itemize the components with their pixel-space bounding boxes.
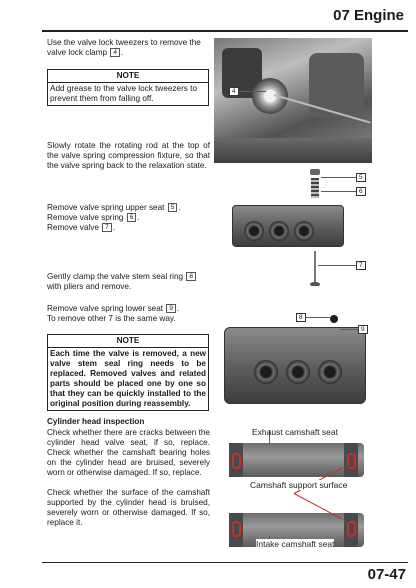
figure-valve-parts: [214, 165, 372, 293]
valve-stem: [314, 251, 316, 283]
valve-port: [286, 360, 310, 384]
step-line: Remove valve spring: [47, 213, 124, 222]
part-ref-8: 8: [186, 272, 196, 281]
part-ref-7: 7: [102, 223, 112, 232]
callout-8: 8: [296, 313, 306, 322]
figure-valve-lock: [214, 38, 372, 163]
leader-line: [321, 177, 356, 178]
seal-ring: [330, 315, 338, 323]
step-seal-ring: [47, 272, 210, 292]
section-heading: Cylinder head inspection: [47, 417, 145, 426]
step-line: Remove valve spring upper seat: [47, 203, 165, 212]
page-number: 07-47: [367, 566, 406, 583]
spring-upper-seat: [310, 169, 320, 175]
step-line: To remove other 7 is the same way.: [47, 314, 176, 323]
note-heading: NOTE: [48, 335, 208, 348]
casting-edge: [214, 138, 372, 163]
support-surface-marker: [232, 521, 241, 537]
support-surface-marker: [347, 453, 356, 469]
note-box-grease: [47, 69, 209, 106]
note-text: Each time the valve is removed, a new valve stem seal ring needs to be replaced. Removed valves and related parts should be placed one by one so that they can be quickly installed to the original position during reassembly.: [50, 349, 206, 408]
valve-spring: [311, 178, 319, 198]
figure-camshaft-seats: [214, 425, 372, 555]
valve-port: [254, 360, 278, 384]
note-box-valve: [47, 334, 209, 411]
leader-line: [239, 91, 266, 92]
valve-head: [310, 282, 320, 286]
step-remove-spring: Remove valve spring upper seat 5 . Remove valve spring 6 . Remove valve 7 .: [47, 203, 181, 232]
callout-9: 9: [358, 325, 368, 334]
step-lower-seat: Remove valve spring lower seat 9 . To remove other 7 is the same way.: [47, 304, 210, 324]
part-ref-4: 4: [110, 48, 120, 57]
step-valve-lock-clamp: Use the valve lock tweezers to remove the valve lock clamp 4 .: [47, 38, 201, 57]
step-line: Remove valve spring lower seat: [47, 304, 164, 313]
inspection-paragraph: Check whether the surface of the camshaft supported by the cylinder head is bruised, severely worn or otherwise damaged. If so, replace it.: [47, 488, 210, 527]
chapter-title: 07 Engine: [333, 7, 404, 24]
callout-5: 5: [356, 173, 366, 182]
callout-7: 7: [356, 261, 366, 270]
step-text: Gently clamp the valve stem seal ring: [47, 272, 184, 281]
leader-line: [318, 265, 356, 266]
callout-6: 6: [356, 187, 366, 196]
valve-port: [294, 221, 314, 241]
header-rule: [42, 30, 408, 32]
step-line: Remove valve: [47, 223, 99, 232]
valve-port: [244, 221, 264, 241]
label-exhaust-seat: Exhaust camshaft seat: [252, 427, 338, 437]
note-heading: NOTE: [48, 70, 208, 83]
step-text: Use the valve lock tweezers to remove the valve lock clamp: [47, 38, 201, 57]
support-surface-marker: [232, 453, 241, 469]
label-support-surface: Camshaft support surface: [250, 480, 348, 490]
valve-port: [269, 221, 289, 241]
step-rotate-rod: Slowly rotate the rotating rod at the top of the valve spring compression fixture, so that the valve spring back to the relaxation state.: [47, 141, 210, 170]
part-ref-6: 6: [127, 213, 137, 222]
step-text: with pliers and remove.: [47, 282, 132, 291]
valve-port: [318, 360, 342, 384]
callout-4: 4: [229, 87, 239, 96]
part-ref-9: 9: [166, 304, 176, 313]
leader-line: [306, 317, 330, 318]
label-intake-seat: Intake camshaft seat: [256, 539, 335, 549]
part-ref-5: 5: [168, 203, 178, 212]
leader-line: [321, 191, 356, 192]
note-text: Add grease to the valve lock tweezers to prevent them from falling off.: [50, 84, 197, 103]
inspection-paragraph: Check whether there are cracks between the cylinder head valve seat, if so, replace. Check whether the camshaft bearing holes on the cylinder head are bruised, severely worn or otherwise damaged. If so, replace.: [47, 428, 210, 477]
support-surface-marker: [347, 521, 356, 537]
leader-line: [340, 329, 358, 330]
footer-rule: [42, 562, 408, 563]
figure-seal-ring: [214, 305, 372, 405]
